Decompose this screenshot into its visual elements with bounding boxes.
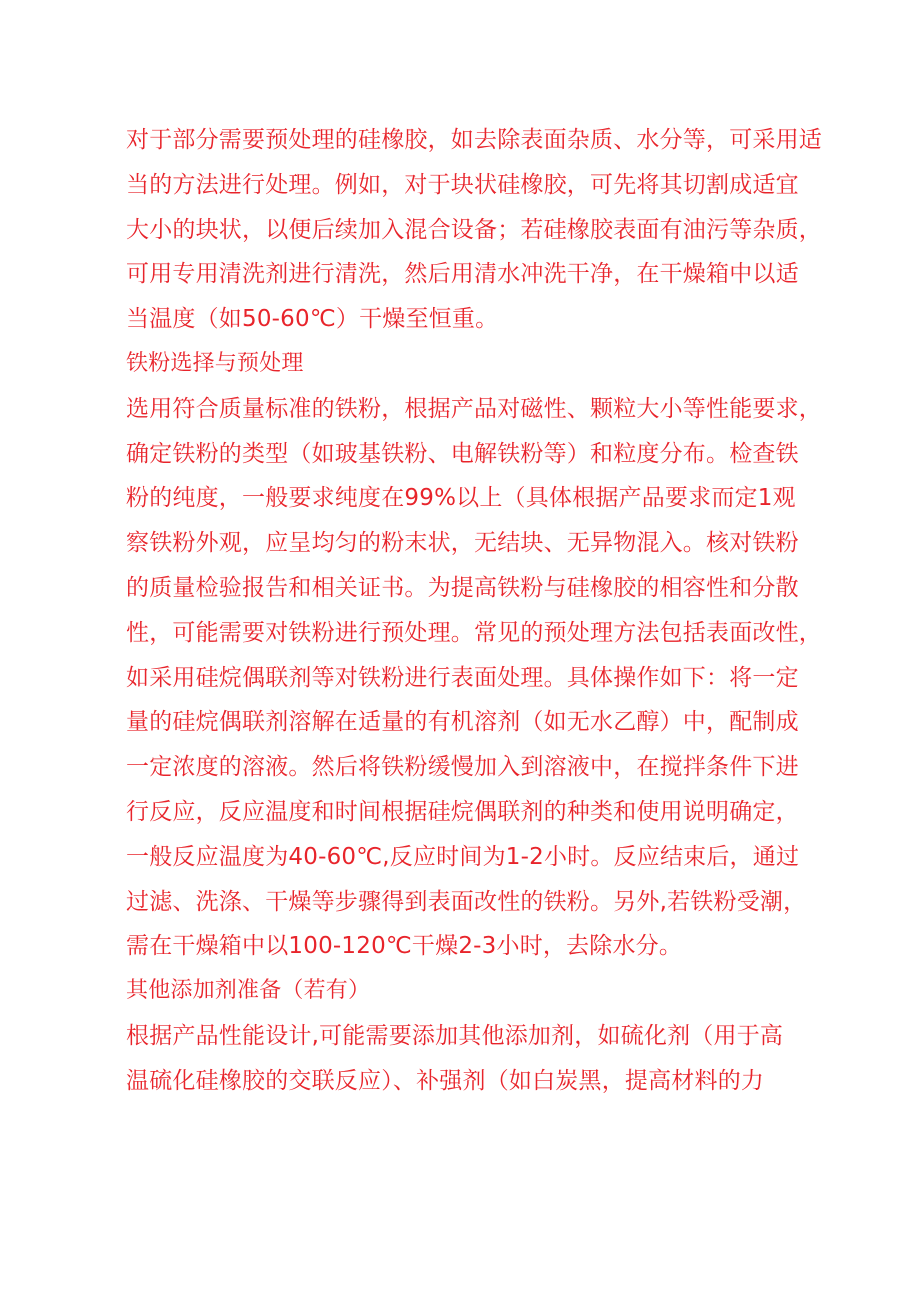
text-line: 当的方法进行处理。例如，对于块状硅橡胶，可先将其切割成适宜 bbox=[126, 171, 799, 198]
paragraph-iron-powder bbox=[126, 387, 822, 969]
text-line: 根据产品性能设计,可能需要添加其他添加剂，如硫化剂（用于高 bbox=[126, 1022, 784, 1049]
text-line: 当温度（如50-60℃）干燥至恒重。 bbox=[126, 306, 499, 333]
text-line: 如采用硅烷偶联剂等对铁粉进行表面处理。具体操作如下：将一定 bbox=[126, 664, 799, 691]
text-line: 温硫化硅橡胶的交联反应）、补强剂（如白炭黑，提高材料的力 bbox=[126, 1067, 765, 1094]
text-line: 粉的纯度，一般要求纯度在99%以上（具体根据产品要求而定1观 bbox=[126, 485, 796, 512]
paragraph-other-additives bbox=[126, 1014, 806, 1104]
text-line: 的质量检验报告和相关证书。为提高铁粉与硅橡胶的相容性和分散 bbox=[126, 574, 799, 601]
paragraph-silicone-pretreatment bbox=[126, 118, 822, 342]
heading-iron-powder bbox=[126, 342, 806, 387]
text-line: 一般反应温度为40-60℃,反应时间为1-2小时。反应结束后，通过 bbox=[126, 843, 800, 870]
section-heading: 其他添加剂准备（若有） bbox=[126, 978, 371, 1004]
text-line: 确定铁粉的类型（如玻基铁粉、电解铁粉等）和粒度分布。检查铁 bbox=[126, 440, 799, 467]
text-line: 行反应，反应温度和时间根据硅烷偶联剂的种类和使用说明确定， bbox=[126, 798, 799, 825]
text-line: 一定浓度的溶液。然后将铁粉缓慢加入到溶液中，在搅拌条件下进 bbox=[126, 754, 799, 781]
text-line: 察铁粉外观，应呈均匀的粉末状，无结块、无异物混入。核对铁粉 bbox=[126, 530, 799, 557]
text-line: 选用符合质量标准的铁粉，根据产品对磁性、颗粒大小等性能要求， bbox=[126, 395, 822, 422]
document-body bbox=[126, 118, 822, 1104]
text-line: 需在干燥箱中以100-120℃干燥2-3小时，去除水分。 bbox=[126, 933, 683, 960]
text-line: 对于部分需要预处理的硅橡胶，如去除表面杂质、水分等，可采用适 bbox=[126, 127, 822, 153]
section-heading: 铁粉选择与预处理 bbox=[126, 350, 304, 376]
text-line: 可用专用清洗剂进行清洗，然后用清水冲洗干净，在干燥箱中以适 bbox=[126, 261, 799, 288]
text-line: 过滤、洗涤、干燥等步骤得到表面改性的铁粉。另外,若铁粉受潮， bbox=[126, 888, 807, 915]
text-line: 量的硅烷偶联剂溶解在适量的有机溶剂（如无水乙醇）中，配制成 bbox=[126, 709, 799, 736]
text-line: 性，可能需要对铁粉进行预处理。常见的预处理方法包括表面改性， bbox=[126, 619, 822, 646]
text-line: 大小的块状，以便后续加入混合设备；若硅橡胶表面有油污等杂质， bbox=[126, 216, 822, 243]
heading-other-additives bbox=[126, 969, 806, 1014]
